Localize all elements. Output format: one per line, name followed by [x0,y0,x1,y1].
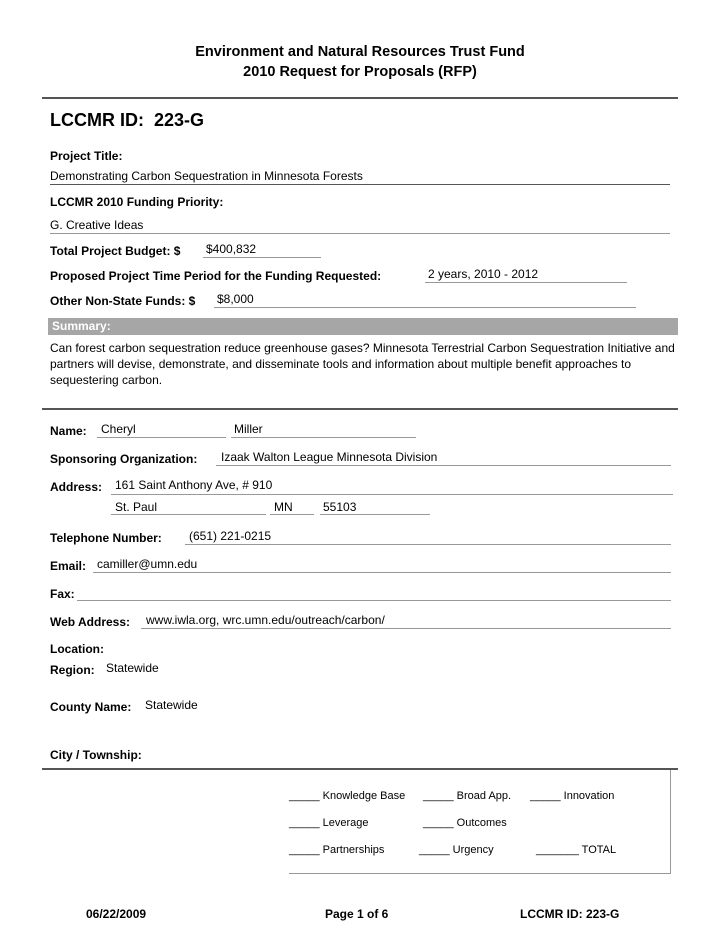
organization-label: Sponsoring Organization: [50,452,198,466]
region-value: Statewide [106,661,159,675]
web-address-label: Web Address: [50,615,131,629]
telephone-underline [185,544,671,545]
first-name-value: Cheryl [101,422,136,436]
divider [42,408,678,410]
lccmr-id-label: LCCMR ID: [50,110,144,130]
email-value: camiller@umn.edu [97,557,198,571]
other-funds-label: Other Non-State Funds: $ [50,294,196,308]
footer-page-number: Page 1 of 6 [325,907,389,921]
organization-underline [216,465,671,466]
budget-underline [203,257,321,258]
last-name-value: Miller [234,422,263,436]
summary-text: Can forest carbon sequestration reduce greenhouse gases? Minnesota Terrestrial Carbon Sequestration Initiative and partners will devise, demonstrate, and disseminate tools and information about multiple benefit approaches to sequestering carbon. [50,341,675,387]
state-underline [270,514,314,515]
lccmr-id-heading [50,110,204,131]
street-underline [111,494,673,495]
web-address-value: www.iwla.org, wrc.umn.edu/outreach/carbon/ [146,613,385,627]
summary-header: Summary: [48,318,678,335]
budget-label: Total Project Budget: $ [50,244,181,258]
divider [42,97,678,99]
time-period-label: Proposed Project Time Period for the Funding Requested: [50,269,382,283]
fax-underline [77,600,671,601]
project-title-value: Demonstrating Carbon Sequestration in Minnesota Forests [50,169,363,183]
criteria-knowledge-base: _____ Knowledge Base [289,790,406,802]
zip-value: 55103 [323,500,357,514]
project-title-underline [50,184,670,185]
region-label: Region: [50,663,95,677]
funding-priority-label: LCCMR 2010 Funding Priority: [50,195,224,209]
last-name-underline [231,437,416,438]
header-subtitle: 2010 Request for Proposals (RFP) [243,64,477,80]
first-name-underline [97,437,226,438]
street-value: 161 Saint Anthony Ave, # 910 [115,478,273,492]
state-value: MN [274,500,293,514]
name-label: Name: [50,424,87,438]
county-value: Statewide [145,698,198,712]
criteria-total: _______ TOTAL [536,844,617,856]
criteria-broad-app: _____ Broad App. [423,790,512,802]
time-period-underline [425,282,627,283]
criteria-urgency: _____ Urgency [419,844,494,856]
telephone-value: (651) 221-0215 [189,529,272,543]
address-label: Address: [50,480,103,494]
county-label: County Name: [50,700,132,714]
funding-priority-value: G. Creative Ideas [50,218,144,232]
header-title: Environment and Natural Resources Trust Fund [195,44,525,60]
funding-priority-underline [50,233,670,234]
criteria-partnerships: _____ Partnerships [289,844,385,856]
zip-underline [320,514,430,515]
location-label: Location: [50,642,104,656]
organization-value: Izaak Walton League Minnesota Division [221,450,438,464]
lccmr-id-value: 223-G [154,110,205,130]
city-value: St. Paul [115,500,158,514]
footer-lccmr-id: LCCMR ID: 223-G [520,907,620,921]
footer-date: 06/22/2009 [86,907,147,921]
time-period-value: 2 years, 2010 - 2012 [428,267,539,281]
city-township-label: City / Township: [50,748,142,762]
criteria-innovation: _____ Innovation [530,790,615,802]
other-funds-value: $8,000 [217,292,254,306]
criteria-leverage: _____ Leverage [289,817,369,829]
budget-value: $400,832 [206,242,257,256]
criteria-outcomes: _____ Outcomes [423,817,507,829]
fax-label: Fax: [50,587,75,601]
telephone-label: Telephone Number: [50,531,162,545]
web-address-underline [141,628,671,629]
city-underline [111,514,266,515]
project-title-label: Project Title: [50,149,123,163]
email-underline [93,572,671,573]
email-label: Email: [50,559,87,573]
other-funds-underline [214,307,636,308]
